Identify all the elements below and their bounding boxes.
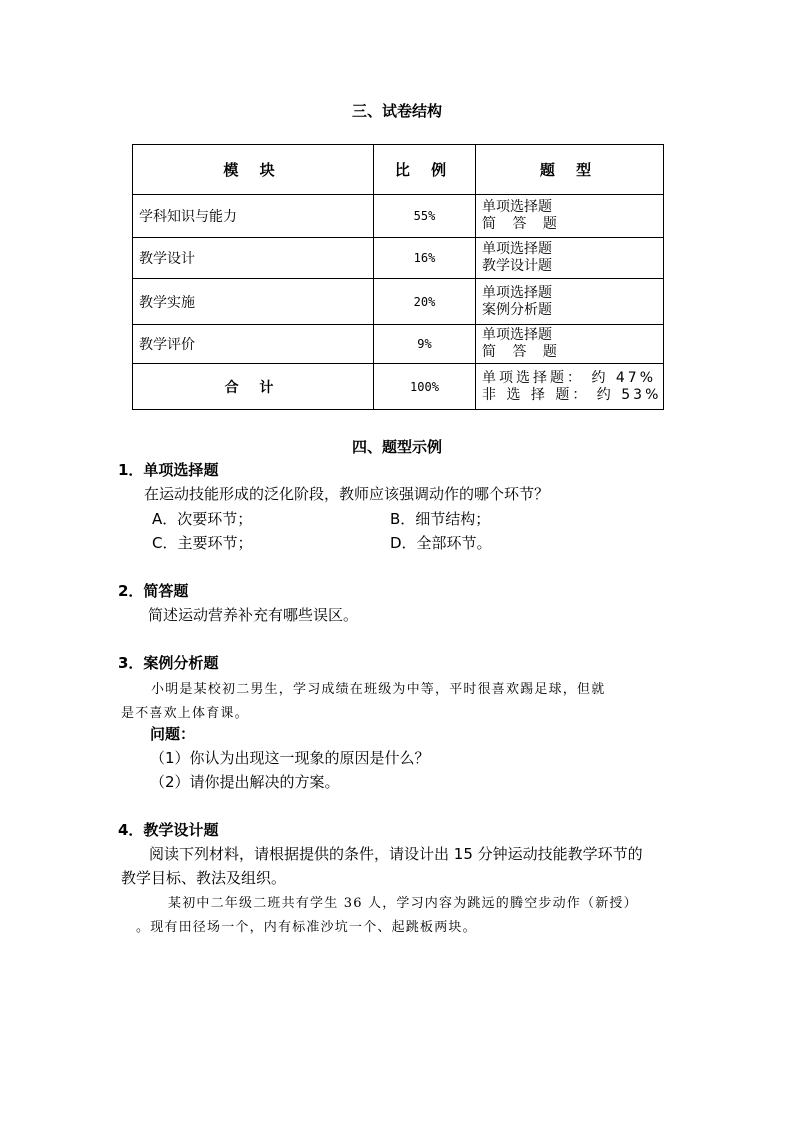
type-line: 简 答 题: [482, 344, 563, 360]
table-header-row: [133, 145, 664, 195]
q2-heading: 2．简答题: [118, 582, 189, 600]
total-type-cell: [476, 364, 664, 410]
type-cell: [476, 325, 664, 364]
ratio-cell: 20%: [374, 279, 476, 325]
module-cell: 教学评价: [133, 325, 374, 364]
type-cell: [476, 238, 664, 279]
q3-question-label: 问题：: [150, 725, 196, 743]
q1-option-d: D．全部环节。: [390, 534, 492, 552]
q4-stem-line1: 阅读下列材料，请根据提供的条件，请设计出 15 分钟运动技能教学环节的: [149, 845, 643, 863]
q3-heading: 3．案例分析题: [118, 654, 219, 672]
q1-option-b: B．细节结构；: [390, 510, 491, 528]
module-cell: 教学实施: [133, 279, 374, 325]
q4-material-line1: 某初中二年级二班共有学生 36 人，学习内容为跳远的腾空步动作（新授）: [168, 896, 638, 911]
type-line: 单项选择题: [482, 327, 552, 343]
type-line: 单项选择题: [482, 284, 552, 301]
q1-heading: 1．单项选择题: [118, 461, 219, 479]
type-line: 单项选择题： 约 47%: [482, 369, 657, 386]
ratio-cell: 16%: [374, 238, 476, 279]
table-row: [133, 279, 664, 325]
q3-case-line1: 小明是某校初二男生，学习成绩在班级为中等，平时很喜欢踢足球，但就: [151, 682, 606, 697]
q3-question-1: （1）你认为出现这一现象的原因是什么？: [150, 749, 430, 767]
type-cell: [476, 279, 664, 325]
type-line: 单项选择题: [482, 241, 552, 257]
section4-title: 四、题型示例: [351, 438, 442, 456]
q4-material-line2: 。现有田径场一个，内有标准沙坑一个、起跳板两块。: [136, 920, 477, 935]
type-line: 单项选择题: [482, 199, 552, 215]
table-row: [133, 195, 664, 238]
total-ratio-cell: 100%: [374, 364, 476, 410]
table-total-row: [133, 364, 664, 410]
q4-stem-line2: 教学目标、教法及组织。: [121, 869, 287, 887]
q4-heading: 4．教学设计题: [118, 821, 219, 839]
q3-question-2: （2）请你提出解决的方案。: [150, 773, 340, 791]
q3-case-line2: 是不喜欢上体育课。: [121, 706, 249, 721]
ratio-cell: 55%: [374, 195, 476, 238]
type-line: 非 选 择 题： 约 53%: [482, 386, 662, 403]
q1-option-a: A．次要环节；: [152, 510, 253, 528]
q1-stem: 在运动技能形成的泛化阶段，教师应该强调动作的哪个环节？: [144, 485, 550, 503]
type-line: 案例分析题: [482, 301, 552, 318]
module-cell: 学科知识与能力: [133, 195, 374, 238]
ratio-cell: 9%: [374, 325, 476, 364]
table-row: [133, 325, 664, 364]
table-row: [133, 238, 664, 279]
section3-title: 三、试卷结构: [351, 102, 442, 120]
q2-stem: 简述运动营养补充有哪些误区。: [148, 606, 359, 624]
exam-structure-table: [132, 144, 664, 410]
type-line: 教学设计题: [482, 258, 552, 274]
total-label-cell: 合 计: [133, 364, 374, 410]
module-cell: 教学设计: [133, 238, 374, 279]
header-ratio: 比 例: [374, 145, 476, 195]
q1-option-c: C．主要环节；: [152, 534, 253, 552]
type-cell: [476, 195, 664, 238]
header-type: 题 型: [476, 145, 664, 195]
header-module: 模 块: [133, 145, 374, 195]
type-line: 简 答 题: [482, 216, 563, 232]
